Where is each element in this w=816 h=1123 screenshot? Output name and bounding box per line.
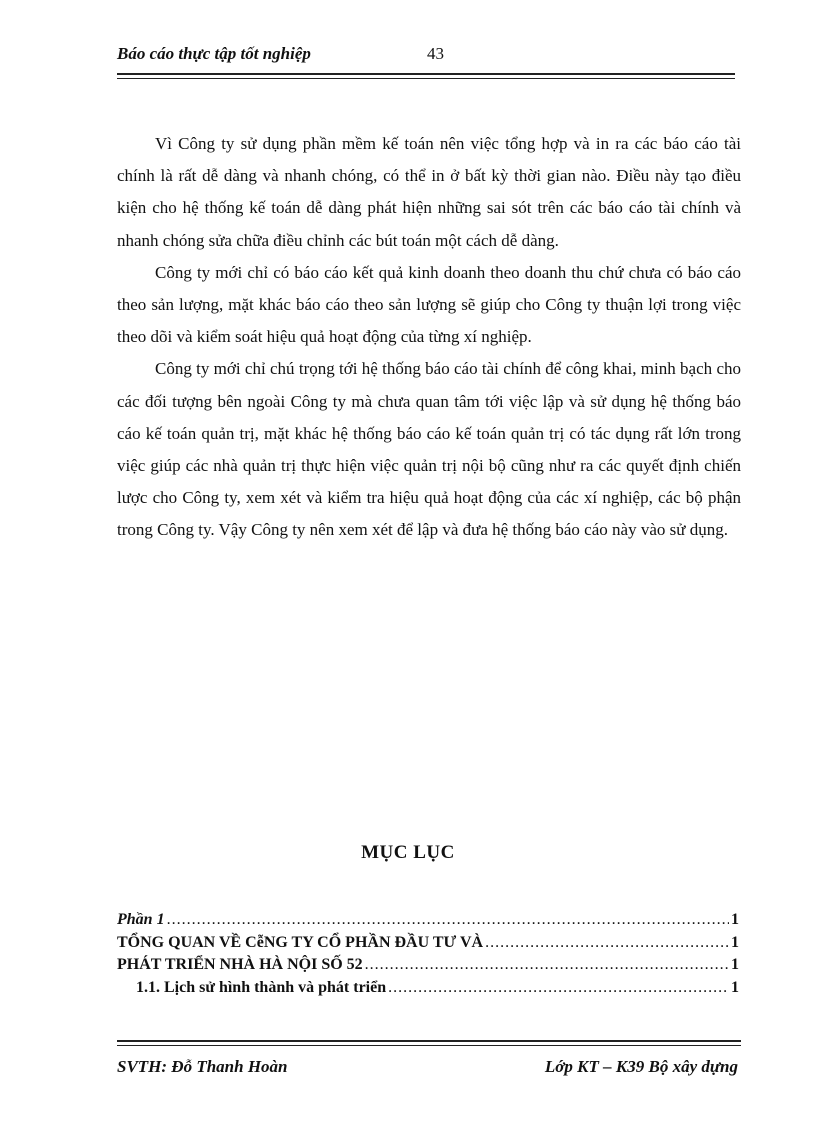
toc-leader-dots: [485, 934, 729, 952]
toc-entry[interactable]: [117, 911, 739, 934]
toc-entry-page: 1: [731, 933, 739, 951]
paragraph-1: Vì Công ty sử dụng phần mềm kế toán nên việc tổng hợp và in ra các báo cáo tài chính là rất dễ dàng và nhanh chóng, có thể in ở bất kỳ thời gian nào. Điều này tạo điều kiện cho hệ thống kế toán dễ dàng phát hiện những sai sót trên các báo cáo tài chính và nhanh chóng sửa chữa điều chỉnh các bút toán một cách dễ dàng.: [117, 134, 741, 250]
toc-leader-dots: [167, 911, 729, 929]
toc-entry[interactable]: [117, 979, 739, 1002]
paragraph-2: Công ty mới chỉ có báo cáo kết quả kinh doanh theo doanh thu chứ chưa có báo cáo theo sản lượng, mặt khác báo cáo theo sản lượng sẽ giúp cho Công ty thuận lợi trong việc theo dõi và kiểm soát hiệu quả hoạt động của từng xí nghiệp.: [117, 262, 741, 347]
toc-entry-label: 1.1. Lịch sử hình thành và phát triển: [136, 978, 387, 996]
toc-entry-label: PHÁT TRIỂN NHÀ HÀ NỘI SỐ 52: [117, 956, 363, 973]
toc-entry-page: 1: [731, 978, 739, 996]
student-name: SVTH: Đỗ Thanh Hoàn: [117, 1057, 288, 1076]
toc-entry-label: TỔNG QUAN VỀ CễNG TY CỔ PHẦN ĐẦU TƯ VÀ: [117, 933, 484, 951]
toc-entry[interactable]: [117, 934, 739, 957]
toc-leader-dots: [365, 956, 729, 974]
header-divider: [117, 73, 735, 79]
paragraph-3: Công ty mới chỉ chú trọng tới hệ thống báo cáo tài chính để công khai, minh bạch cho các đối tượng bên ngoài Công ty mà chưa quan tâm tới việc lập và sử dụng hệ thống báo cáo kế toán quản trị, mặt khác hệ thống báo cáo kế toán quản trị có tác dụng rất lớn trong việc giúp các nhà quản trị thực hiện việc quản trị nội bộ cũng như ra các quyết định chiến lược cho Công ty, xem xét và kiểm tra hiệu quả hoạt động của các xí nghiệp, các bộ phận trong Công ty. Vậy Công ty nên xem xét để lập và đưa hệ thống báo cáo này vào sử dụng.: [117, 359, 741, 540]
body-text: [117, 128, 741, 547]
table-of-contents: [117, 911, 739, 1001]
toc-leader-dots: [388, 979, 729, 997]
footer-divider: [117, 1040, 741, 1046]
toc-title: MỤC LỤC: [361, 842, 455, 863]
page-number: 43: [427, 44, 444, 63]
toc-entry-page: 1: [731, 911, 739, 928]
page-header: [117, 44, 735, 70]
toc-entry-label: Phần 1: [117, 911, 165, 928]
toc-entry-page: 1: [731, 956, 739, 973]
report-title: Báo cáo thực tập tốt nghiệp: [117, 44, 311, 63]
class-info: Lớp KT – K39 Bộ xây dựng: [544, 1057, 738, 1076]
toc-entry[interactable]: [117, 956, 739, 979]
